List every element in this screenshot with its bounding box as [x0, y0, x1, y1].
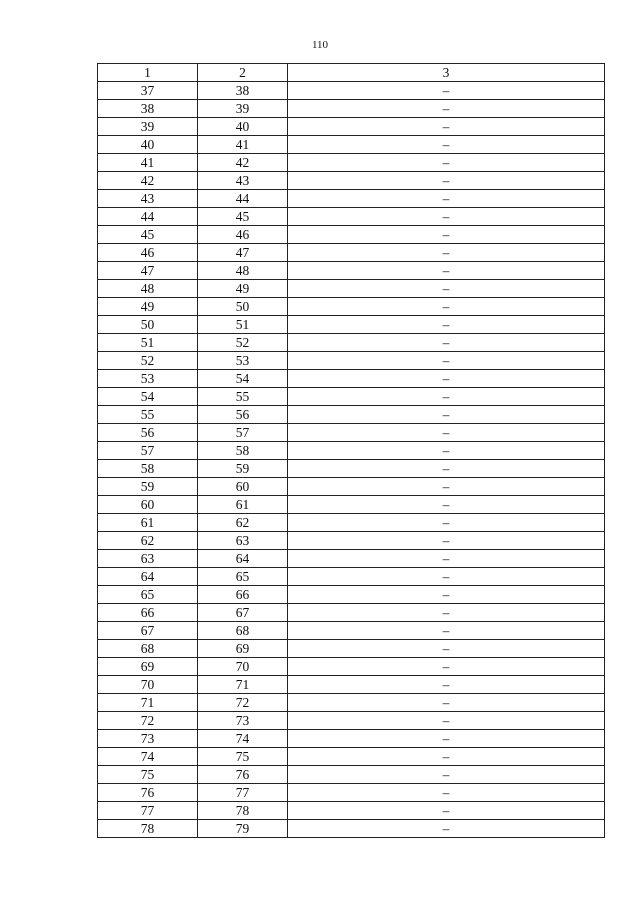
table-row	[98, 154, 605, 172]
table-cell: 49	[198, 280, 288, 298]
table-cell: –	[288, 658, 605, 676]
table-row	[98, 748, 605, 766]
table-cell: 77	[98, 802, 198, 820]
table-row	[98, 280, 605, 298]
table-cell: 63	[98, 550, 198, 568]
table-cell: –	[288, 334, 605, 352]
table-cell: –	[288, 514, 605, 532]
table-cell: 69	[198, 640, 288, 658]
table-row	[98, 136, 605, 154]
table-cell: –	[288, 730, 605, 748]
table-cell: –	[288, 136, 605, 154]
table-cell: 45	[98, 226, 198, 244]
table-cell: –	[288, 604, 605, 622]
table-cell: 48	[98, 280, 198, 298]
table-cell: 78	[98, 820, 198, 838]
table-cell: 39	[198, 100, 288, 118]
table-cell: 46	[98, 244, 198, 262]
table-cell: –	[288, 784, 605, 802]
table-row	[98, 820, 605, 838]
page-number: 110	[311, 39, 329, 51]
table-cell: 57	[98, 442, 198, 460]
table-cell: –	[288, 496, 605, 514]
table-cell: 70	[98, 676, 198, 694]
table-row	[98, 730, 605, 748]
table-row	[98, 550, 605, 568]
table-cell: 50	[198, 298, 288, 316]
table-cell: –	[288, 532, 605, 550]
table-row	[98, 514, 605, 532]
table-cell: –	[288, 298, 605, 316]
table-cell: 46	[198, 226, 288, 244]
table-cell: 42	[98, 172, 198, 190]
table-cell: 40	[198, 118, 288, 136]
table-cell: 71	[98, 694, 198, 712]
table-cell: –	[288, 226, 605, 244]
table-row	[98, 640, 605, 658]
table-cell: –	[288, 550, 605, 568]
table-cell: 43	[98, 190, 198, 208]
table-cell: 73	[198, 712, 288, 730]
table-row	[98, 784, 605, 802]
table-cell: 68	[98, 640, 198, 658]
table-cell: –	[288, 82, 605, 100]
table-row	[98, 766, 605, 784]
table-row	[98, 658, 605, 676]
table-row	[98, 568, 605, 586]
table-cell: 62	[98, 532, 198, 550]
table-cell: 64	[198, 550, 288, 568]
table-cell: –	[288, 694, 605, 712]
table-cell: 66	[98, 604, 198, 622]
table-header	[98, 64, 605, 82]
table-row	[98, 532, 605, 550]
table-row	[98, 208, 605, 226]
table-cell: 55	[98, 406, 198, 424]
table-row	[98, 712, 605, 730]
table-cell: 64	[98, 568, 198, 586]
table-row	[98, 496, 605, 514]
table-cell: –	[288, 460, 605, 478]
table-cell: –	[288, 154, 605, 172]
table-cell: 74	[198, 730, 288, 748]
table-cell: 65	[198, 568, 288, 586]
table-cell: 69	[98, 658, 198, 676]
table-cell: –	[288, 766, 605, 784]
table-cell: –	[288, 820, 605, 838]
column-header: 2	[198, 64, 288, 82]
table-cell: –	[288, 424, 605, 442]
table-row	[98, 694, 605, 712]
table-cell: 76	[198, 766, 288, 784]
table-cell: –	[288, 640, 605, 658]
table-cell: 78	[198, 802, 288, 820]
table-cell: 43	[198, 172, 288, 190]
table-row	[98, 226, 605, 244]
table-row	[98, 478, 605, 496]
table-row	[98, 100, 605, 118]
table-cell: –	[288, 280, 605, 298]
table-row	[98, 190, 605, 208]
table-row	[98, 172, 605, 190]
table-cell: –	[288, 244, 605, 262]
table-cell: 72	[98, 712, 198, 730]
table-cell: –	[288, 262, 605, 280]
table-row	[98, 676, 605, 694]
table-cell: 38	[98, 100, 198, 118]
table-cell: 76	[98, 784, 198, 802]
table-cell: –	[288, 208, 605, 226]
table-cell: –	[288, 352, 605, 370]
table-cell: 39	[98, 118, 198, 136]
table-cell: 38	[198, 82, 288, 100]
table-cell: 79	[198, 820, 288, 838]
table-cell: –	[288, 406, 605, 424]
table-cell: 75	[198, 748, 288, 766]
table-row	[98, 244, 605, 262]
table-cell: –	[288, 442, 605, 460]
table-cell: 53	[98, 370, 198, 388]
table-cell: 48	[198, 262, 288, 280]
table-cell: 56	[198, 406, 288, 424]
table-cell: 67	[198, 604, 288, 622]
table-cell: –	[288, 712, 605, 730]
table-cell: 68	[198, 622, 288, 640]
table-cell: 70	[198, 658, 288, 676]
table-cell: 55	[198, 388, 288, 406]
table-cell: 59	[98, 478, 198, 496]
table-row	[98, 388, 605, 406]
table-cell: 50	[98, 316, 198, 334]
table-row	[98, 316, 605, 334]
table-cell: –	[288, 100, 605, 118]
table-cell: 77	[198, 784, 288, 802]
table-cell: 59	[198, 460, 288, 478]
table-cell: 65	[98, 586, 198, 604]
table-cell: 47	[198, 244, 288, 262]
table-cell: 41	[198, 136, 288, 154]
table-row	[98, 406, 605, 424]
table-row	[98, 802, 605, 820]
table-cell: 58	[98, 460, 198, 478]
column-header: 3	[288, 64, 605, 82]
table-row	[98, 118, 605, 136]
table-cell: 49	[98, 298, 198, 316]
table-cell: –	[288, 118, 605, 136]
table-cell: 71	[198, 676, 288, 694]
table-row	[98, 424, 605, 442]
table-cell: –	[288, 748, 605, 766]
table-cell: 66	[198, 586, 288, 604]
table-row	[98, 586, 605, 604]
table-cell: 61	[198, 496, 288, 514]
table-cell: 52	[198, 334, 288, 352]
table-row	[98, 604, 605, 622]
table-row	[98, 622, 605, 640]
table-cell: –	[288, 676, 605, 694]
table-row	[98, 370, 605, 388]
table-cell: 74	[98, 748, 198, 766]
table-cell: 72	[198, 694, 288, 712]
table-cell: 57	[198, 424, 288, 442]
table-row	[98, 442, 605, 460]
table-cell: –	[288, 370, 605, 388]
table-cell: –	[288, 172, 605, 190]
table-row	[98, 352, 605, 370]
table-cell: –	[288, 802, 605, 820]
table-row	[98, 82, 605, 100]
table-cell: –	[288, 190, 605, 208]
table-cell: 51	[98, 334, 198, 352]
table-cell: 67	[98, 622, 198, 640]
table-cell: –	[288, 622, 605, 640]
table-cell: 51	[198, 316, 288, 334]
table-cell: 41	[98, 154, 198, 172]
table-cell: –	[288, 316, 605, 334]
table-body	[98, 82, 605, 838]
table-cell: 58	[198, 442, 288, 460]
table-cell: 73	[98, 730, 198, 748]
table-cell: 45	[198, 208, 288, 226]
table-row	[98, 334, 605, 352]
table-cell: –	[288, 388, 605, 406]
table-cell: 75	[98, 766, 198, 784]
table-cell: –	[288, 478, 605, 496]
table-row	[98, 460, 605, 478]
table-cell: 42	[198, 154, 288, 172]
table-cell: 44	[198, 190, 288, 208]
table-cell: 40	[98, 136, 198, 154]
table-cell: –	[288, 568, 605, 586]
table-cell: 47	[98, 262, 198, 280]
data-table	[97, 63, 605, 838]
table-cell: 62	[198, 514, 288, 532]
table-cell: 54	[98, 388, 198, 406]
table-row	[98, 262, 605, 280]
table-header-row	[98, 64, 605, 82]
column-header: 1	[98, 64, 198, 82]
table-cell: 54	[198, 370, 288, 388]
table-cell: 60	[198, 478, 288, 496]
table-cell: 61	[98, 514, 198, 532]
table-cell: 56	[98, 424, 198, 442]
table-cell: 60	[98, 496, 198, 514]
table-cell: 44	[98, 208, 198, 226]
table-cell: 53	[198, 352, 288, 370]
table-row	[98, 298, 605, 316]
table-cell: –	[288, 586, 605, 604]
table-cell: 37	[98, 82, 198, 100]
table-cell: 52	[98, 352, 198, 370]
table-cell: 63	[198, 532, 288, 550]
